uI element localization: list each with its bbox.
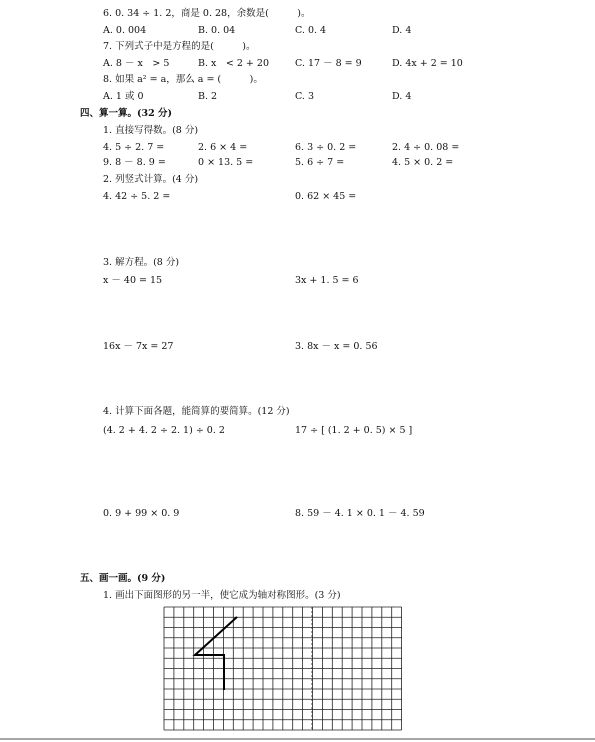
s4-p4-item: 17 ÷ [ (1. 2 + 0. 5) × 5 ] (295, 425, 413, 436)
s4-p1-item: 9. 8 － 8. 9 = (103, 157, 166, 168)
s4-p4-item: 8. 59 － 4. 1 × 0. 1 － 4. 59 (295, 508, 425, 519)
s4-p3-item: 3. 8x － x = 0. 56 (295, 341, 378, 352)
s5-p1-title: 1. 画出下面图形的另一半，使它成为轴对称图形。(3 分) (103, 590, 341, 601)
q7-option-d: D. 4x + 2 = 10 (392, 58, 463, 69)
q6-option-c: C. 0. 4 (295, 25, 327, 36)
s4-p1-item: 2. 4 ÷ 0. 08 = (392, 142, 460, 153)
q7-stem: 7. 下列式子中是方程的是( )。 (103, 41, 256, 52)
q7-option-b: B. x < 2 + 20 (198, 58, 269, 69)
q8-stem: 8. 如果 a² = a，那么 a = ( )。 (103, 74, 263, 85)
q6-stem: 6. 0. 34 ÷ 1. 2，商是 0. 28，余数是( )。 (103, 8, 311, 19)
q7-option-c: C. 17 － 8 = 9 (295, 58, 362, 69)
q7-option-a: A. 8 － x > 5 (103, 58, 170, 69)
s4-p1-title: 1. 直接写得数。(8 分) (103, 125, 199, 136)
page-bottom-edge (0, 737, 595, 742)
s4-p4-item: (4. 2 + 4. 2 ÷ 2. 1) ÷ 0. 2 (103, 425, 225, 436)
q8-option-b: B. 2 (198, 91, 218, 102)
grid-lines (164, 607, 402, 730)
s4-p1-item: 5. 6 ÷ 7 = (295, 157, 345, 168)
s4-p1-item: 4. 5 ÷ 2. 7 = (103, 142, 165, 153)
s4-p4-item: 0. 9 + 99 × 0. 9 (103, 508, 180, 519)
q8-option-d: D. 4 (392, 91, 412, 102)
s4-p1-item: 2. 6 × 4 = (198, 142, 248, 153)
s4-p2-title: 2. 列竖式计算。(4 分) (103, 174, 199, 185)
s4-p1-item: 4. 5 × 0. 2 = (392, 157, 454, 168)
s4-p2-item: 4. 42 ÷ 5. 2 = (103, 191, 171, 202)
q8-option-c: C. 3 (295, 91, 315, 102)
s4-p2-item: 0. 62 × 45 = (295, 191, 357, 202)
q6-option-d: D. 4 (392, 25, 412, 36)
section-4-title: 四、算一算。(32 分) (80, 108, 173, 119)
s4-p3-title: 3. 解方程。(8 分) (103, 257, 180, 268)
s4-p3-item: x － 40 = 15 (103, 275, 163, 286)
s4-p1-item: 0 × 13. 5 = (198, 157, 254, 168)
q6-option-a: A. 0. 004 (103, 25, 147, 36)
q6-option-b: B. 0. 04 (198, 25, 236, 36)
s4-p3-item: 16x － 7x = 27 (103, 341, 174, 352)
section-5-title: 五、画一画。(9 分) (80, 573, 166, 584)
s4-p3-item: 3x + 1. 5 = 6 (295, 275, 359, 286)
s4-p1-item: 6. 3 ÷ 0. 2 = (295, 142, 357, 153)
q8-option-a: A. 1 或 0 (103, 91, 144, 102)
s4-p4-title: 4. 计算下面各题，能简算的要简算。(12 分) (103, 406, 290, 417)
